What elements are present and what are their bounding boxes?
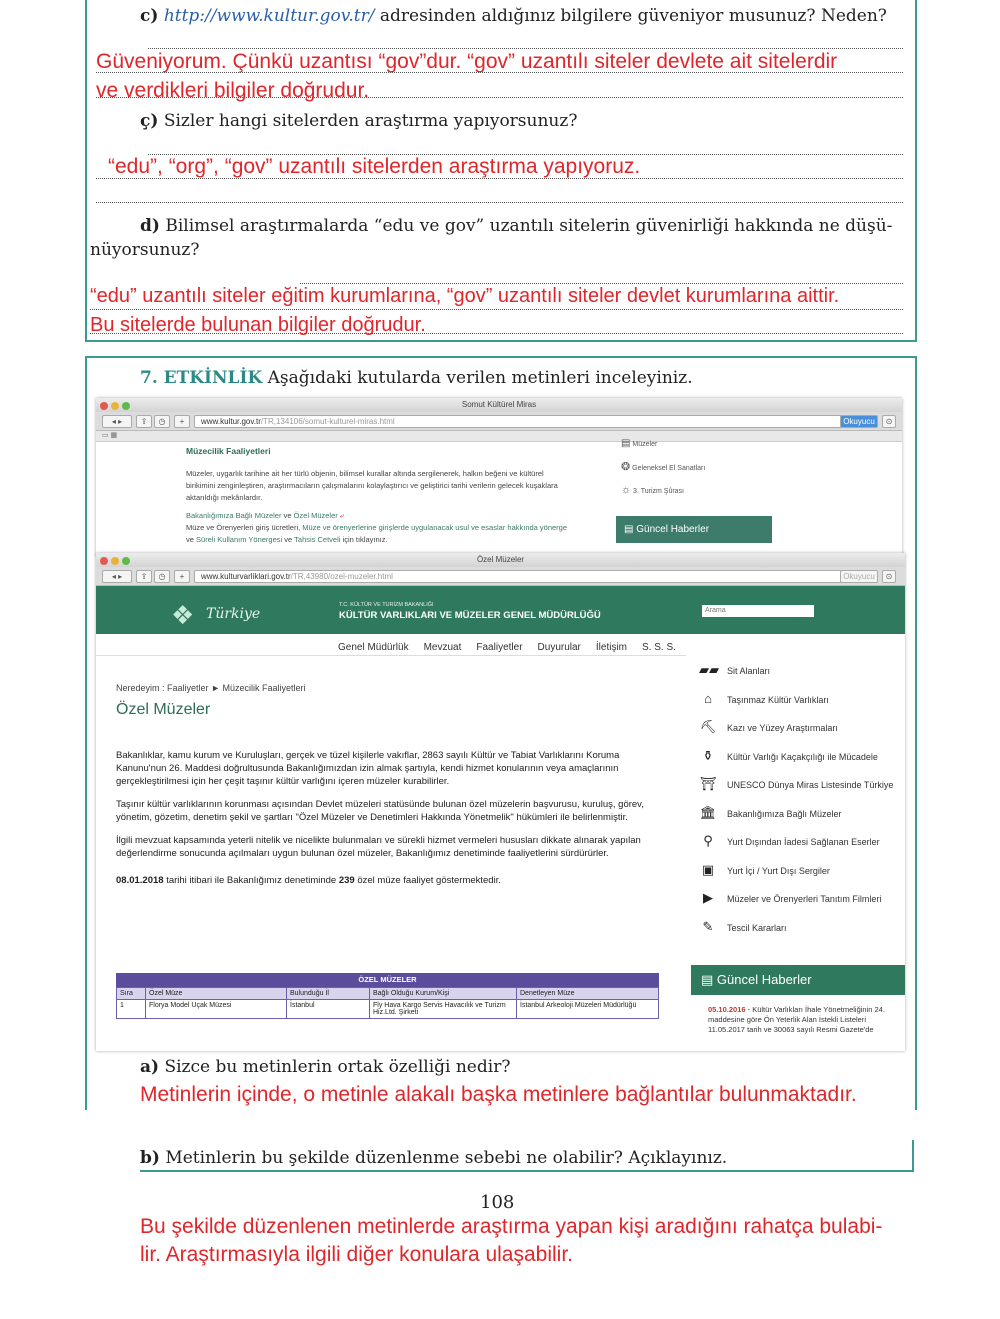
kultur-content bbox=[186, 446, 616, 546]
body-line: Müzeler, uygarlık tarihine ait her türlü objenin, bilimsel kurallar altında sergilenerek, halkın beğeni ve kültürel bbox=[186, 469, 544, 478]
question-b-text: Metinlerin bu şekilde düzenlenme sebebi ne olabilir? Açıklayınız. bbox=[165, 1148, 728, 1168]
answer-c-line1: Güveniyorum. Çünkü uzantısı “gov”dur. “gov” uzantılı siteler devlete ait sitelerdir bbox=[96, 50, 838, 73]
links-line-2 bbox=[186, 522, 616, 534]
sidebar-label: UNESCO Dünya Miras Listesinde Türkiye bbox=[727, 780, 894, 790]
sidebar-label: Sit Alanları bbox=[727, 666, 771, 676]
sidebar-label: Yurt Dışından İadesi Sağlanan Eserler bbox=[727, 837, 880, 847]
nav-iletisim[interactable]: İletişim bbox=[595, 642, 628, 653]
exhibition-icon: ▣ bbox=[701, 861, 715, 877]
breadcrumb-separator-icon: ► bbox=[211, 683, 220, 693]
paragraph-3: İlgili mevzuat kapsamında yeterli nitelik ve nicelikte bulunmaları ve sürekli hizmet vermeleri hususları dikkate alınarak yapılan değerlendirme sonucunda açılmaları uygun bulunan özel müzeler, Bakanlığımız denetiminde faaliyetlerini sürdürürler. bbox=[116, 835, 641, 859]
conjunction: ve bbox=[283, 511, 292, 520]
question-c-text: adresinden aldığınız bilgilere güveniyor musunuz? Neden? bbox=[379, 6, 887, 26]
paragraph-2: Taşınır kültür varlıklarının korunması açısından Devlet müzeleri statüsünde bulunan özel müzelerin başvurusu, kuruluş, görev, yönetim, gözetim, denetim şekil ve şartları "Özel Müzeler ve Denetimleri Hakkında Yönetmelik" hükümleri ile belirlenmiştir. bbox=[116, 799, 644, 823]
document-edit-icon: ✎ bbox=[702, 918, 714, 934]
directorate-name: KÜLTÜR VARLIKLARI VE MÜZELER GENEL MÜDÜRLÜĞÜ bbox=[339, 610, 601, 621]
nav-mevzuat[interactable]: Mevzuat bbox=[423, 642, 462, 653]
link-yonerge[interactable]: Müze ve örenyerlerine girişlerde uygulanacak usul ve esaslar hakkında yönerge bbox=[302, 523, 568, 532]
question-d-label: d) bbox=[140, 216, 160, 236]
browser-window-kultur bbox=[96, 398, 902, 556]
main-content bbox=[116, 683, 671, 897]
count-end: özel müze faaliyet göstermektedir. bbox=[357, 875, 501, 886]
reader-button[interactable]: Okuyucu bbox=[840, 415, 878, 428]
table-row bbox=[117, 1000, 659, 1019]
breadcrumb bbox=[116, 683, 671, 693]
breadcrumb-faaliyetler[interactable]: Faaliyetler bbox=[167, 683, 209, 693]
sidebar-label: Taşınmaz Kültür Varlıkları bbox=[727, 694, 829, 705]
frame-bottom-line bbox=[140, 1170, 914, 1172]
window-title: Somut Kültürel Miras bbox=[461, 400, 537, 409]
question-a-label: a) bbox=[140, 1057, 160, 1077]
table-header: Sıra bbox=[117, 988, 146, 1000]
new-tab-icon[interactable]: + bbox=[174, 570, 190, 583]
vase-icon: ⚲ bbox=[703, 833, 713, 848]
news-text: - Kültür Varlıkları İhale Yönetmeliğinin 24. maddesine göre Ön Yeterlik Alan İstekli Listeleri 11.05.2017 tarih ve 30063 sayılı Resmi Gazete'de bbox=[708, 1005, 885, 1034]
news-date: 05.10.2016 bbox=[708, 1005, 746, 1014]
table-header: Özel Müze bbox=[146, 988, 287, 1000]
building-icon: ⌂ bbox=[704, 690, 712, 706]
sidebar-label: Bakanlığımıza Bağlı Müzeler bbox=[727, 808, 842, 819]
news-header[interactable] bbox=[691, 965, 905, 995]
minimize-icon[interactable] bbox=[111, 402, 119, 410]
question-c-label: c) bbox=[140, 6, 159, 26]
answer-d-line1: “edu” uzantılı siteler eğitim kurumlarına, “gov” uzantılı siteler devlet kurumlarına aittir. bbox=[90, 285, 840, 307]
question-d-line1 bbox=[140, 216, 892, 236]
share-icon[interactable]: ⇪ bbox=[136, 570, 152, 583]
answer-b-line1: Bu şekilde düzenlenen metinlerde araştırma yapan kişi aradığını rahatça bulabi- bbox=[140, 1215, 883, 1238]
maximize-icon[interactable] bbox=[122, 557, 130, 565]
activity-heading bbox=[140, 368, 693, 388]
sidebar-label: Müzeler ve Örenyerleri Tanıtım Filmleri bbox=[727, 894, 882, 904]
answer-line bbox=[90, 333, 903, 334]
turkiye-logo-text: Türkiye bbox=[206, 606, 261, 622]
sun-icon: ☼ bbox=[621, 484, 632, 496]
window-titlebar bbox=[96, 398, 902, 412]
answer-line bbox=[300, 283, 903, 284]
activity-number: 7. ETKİNLİK bbox=[140, 368, 263, 388]
sidebar-item-el-sanatlari[interactable] bbox=[621, 460, 771, 484]
page-title: Özel Müzeler bbox=[116, 701, 211, 718]
private-museums-table bbox=[116, 973, 659, 1019]
answer-d-line2: Bu sitelerde bulunan bilgiler doğrudur. bbox=[90, 314, 426, 336]
address-bar[interactable] bbox=[194, 570, 842, 583]
link-tahsis-cetveli[interactable]: Tahsis Cetveli bbox=[294, 535, 341, 544]
breadcrumb-label: Neredeyim : bbox=[116, 683, 165, 693]
link-sureli-kullanim[interactable]: Süreli Kullanım Yönergesi bbox=[196, 535, 283, 544]
divider bbox=[96, 655, 686, 656]
question-d-text: Bilimsel araştırmalarda “edu ve gov” uzantılı sitelerin güvenirliği hakkında ne düşü- bbox=[165, 216, 893, 236]
question-d-line2: nüyorsunuz? bbox=[90, 240, 200, 260]
sidebar-item-unesco[interactable] bbox=[691, 775, 905, 804]
answer-line bbox=[96, 97, 903, 98]
minimize-icon[interactable] bbox=[111, 557, 119, 565]
url-path: /TR,43980/ozel-muzeler.html bbox=[290, 572, 393, 581]
close-icon[interactable] bbox=[100, 557, 108, 565]
sidebar-item-kazi[interactable] bbox=[691, 718, 905, 747]
sidebar-item-sit-alanlari[interactable] bbox=[691, 661, 905, 690]
sidebar-label: Tescil Kararları bbox=[727, 922, 787, 933]
artifact-icon: ⚱ bbox=[702, 747, 714, 763]
nav-sss[interactable]: S. S. S. bbox=[642, 642, 676, 653]
table-header: Bulunduğu İl bbox=[287, 988, 370, 1000]
sidebar-item-muzeler[interactable] bbox=[621, 438, 771, 460]
question-cc-text: Sizler hangi sitelerden araştırma yapıyorsunuz? bbox=[163, 111, 578, 131]
table-cell: Fly Hava Kargo Servis Havacılık ve Turizm Hiz.Ltd. Şirketi bbox=[370, 1000, 517, 1019]
site-nav bbox=[338, 637, 758, 655]
table-header: Denetleyen Müze bbox=[517, 988, 659, 1000]
links-line-1 bbox=[186, 510, 616, 522]
url-main: www.kultur.gov.tr bbox=[201, 417, 261, 426]
history-icon[interactable]: ◷ bbox=[154, 570, 170, 583]
address-bar[interactable] bbox=[194, 415, 842, 428]
sidebar-item-turizm-surasi[interactable] bbox=[621, 484, 771, 506]
link-bagli-muzeler[interactable]: Bakanlığımıza Bağlı Müzeler bbox=[186, 511, 282, 520]
link-ozel-muzeler[interactable]: Özel Müzeler bbox=[293, 511, 338, 520]
question-a-text: Sizce bu metinlerin ortak özelliği nedir? bbox=[164, 1057, 511, 1077]
window-title: Özel Müzeler bbox=[476, 555, 525, 564]
browser-toolbar bbox=[96, 567, 905, 586]
kv-sidebar bbox=[691, 661, 905, 946]
sidebar-item-bagli-muzeler[interactable] bbox=[691, 804, 905, 833]
question-cc bbox=[140, 111, 577, 131]
craft-icon: ❂ bbox=[621, 461, 631, 473]
table-header-row bbox=[117, 988, 659, 1000]
activity-instruction: Aşağıdaki kutularda verilen metinleri inceleyiniz. bbox=[267, 368, 693, 388]
line2-text: Müze ve Örenyerleri giriş ücretleri, bbox=[186, 523, 301, 532]
answer-line bbox=[96, 202, 903, 203]
page-number: 108 bbox=[480, 1192, 515, 1213]
answer-line bbox=[96, 72, 903, 73]
downloads-icon[interactable]: ⊙ bbox=[882, 570, 896, 583]
museum-count-line bbox=[116, 874, 671, 887]
sidebar-label: Yurt İçi / Yurt Dışı Sergiler bbox=[727, 865, 830, 876]
question-cc-label: ç) bbox=[140, 111, 159, 131]
new-tab-icon[interactable]: + bbox=[174, 415, 190, 428]
conjunction: ve bbox=[186, 535, 194, 544]
downloads-icon[interactable]: ⊙ bbox=[882, 415, 896, 428]
sidebar-label: Geleneksel El Sanatları bbox=[632, 465, 706, 472]
table-cell: Florya Model Uçak Müzesi bbox=[146, 1000, 287, 1019]
maximize-icon[interactable] bbox=[122, 402, 130, 410]
question-b bbox=[140, 1148, 727, 1168]
ministry-name: T.C. KÜLTÜR VE TURİZM BAKANLIĞI bbox=[339, 602, 434, 608]
close-icon[interactable] bbox=[100, 402, 108, 410]
answer-c-line2: ve verdikleri bilgiler doğrudur. bbox=[96, 79, 370, 102]
sidebar-item-sergiler[interactable] bbox=[691, 861, 905, 890]
answer-line bbox=[148, 48, 903, 49]
nav-faaliyetler[interactable]: Faaliyetler bbox=[476, 642, 523, 653]
section-title: Müzecilik Faaliyetleri bbox=[186, 446, 271, 456]
museum-count: 239 bbox=[338, 875, 355, 886]
sidebar-label: Müzeler bbox=[632, 441, 658, 448]
sidebar-label: 3. Turizm Şûrası bbox=[633, 488, 685, 495]
answer-b-line2: lir. Araştırmasıyla ilgili diğer konulara ulaşabilir. bbox=[140, 1243, 574, 1266]
back-forward-buttons[interactable]: ◂ ▸ bbox=[102, 570, 132, 583]
search-input[interactable] bbox=[702, 605, 814, 617]
table-cell: İstanbul Arkeoloji Müzeleri Müdürlüğü bbox=[517, 1000, 659, 1019]
window-titlebar bbox=[96, 553, 905, 567]
table-cell: 1 bbox=[117, 1000, 146, 1019]
data-table bbox=[116, 987, 659, 1019]
body-line: aktarıldığı mekânlardır. bbox=[186, 493, 263, 502]
breadcrumb-muzecilik[interactable]: Müzecilik Faaliyetleri bbox=[222, 683, 306, 693]
count-date: 08.01.2018 bbox=[116, 875, 164, 886]
news-icon: ▤ bbox=[701, 972, 714, 987]
nav-genel-mudurluk[interactable]: Genel Müdürlük bbox=[338, 642, 409, 653]
unesco-icon: ⛩ bbox=[699, 776, 717, 791]
history-icon[interactable]: ◷ bbox=[154, 415, 170, 428]
frame-bracket bbox=[912, 1140, 914, 1172]
red-arrow-icon: ⤶ bbox=[339, 511, 345, 520]
answer-cc: “edu”, “org”, “gov” uzantılı sitelerden araştırma yapıyoruz. bbox=[108, 155, 641, 178]
question-c bbox=[140, 6, 887, 26]
film-icon: ▶ bbox=[703, 890, 713, 905]
turkiye-logo-icon: ❖ bbox=[171, 600, 195, 630]
links-line-3 bbox=[186, 534, 616, 546]
reader-button[interactable]: Okuyucu bbox=[840, 570, 878, 583]
question-a bbox=[140, 1057, 510, 1077]
answer-a: Metinlerin içinde, o metinle alakalı başka metinlere bağlantılar bulunmaktadır. bbox=[140, 1083, 857, 1106]
news-header[interactable] bbox=[616, 516, 772, 543]
browser-window-kulturvarliklari bbox=[96, 553, 905, 1051]
table-header: Bağlı Olduğu Kurum/Kişi bbox=[370, 988, 517, 1000]
search-placeholder: Arama bbox=[705, 607, 726, 614]
museum-icon: ▤ bbox=[621, 438, 631, 449]
shovel-icon: ⛏ bbox=[699, 719, 717, 734]
line3-end: için tıklayınız. bbox=[342, 535, 388, 544]
conjunction: ve bbox=[284, 535, 293, 544]
sidebar-item-kacakcilik[interactable] bbox=[691, 747, 905, 776]
bookmarks-icon[interactable]: ▭ ▦ bbox=[102, 432, 118, 439]
site-header bbox=[96, 596, 905, 634]
sidebar-item-tasinmaz[interactable] bbox=[691, 690, 905, 719]
question-b-label: b) bbox=[140, 1148, 160, 1168]
news-label: Güncel Haberler bbox=[716, 972, 812, 987]
map-icon: ▰▰ bbox=[699, 662, 719, 677]
share-icon[interactable]: ⇪ bbox=[136, 415, 152, 428]
sidebar-item-iade[interactable] bbox=[691, 832, 905, 861]
sidebar-label: Kültür Varlığı Kaçakçılığı ile Mücadele bbox=[727, 751, 878, 762]
news-label: Güncel Haberler bbox=[636, 524, 710, 535]
question-c-url[interactable]: http://www.kultur.gov.tr/ bbox=[163, 6, 375, 26]
answer-line bbox=[96, 178, 903, 179]
news-icon: ▤ bbox=[624, 524, 634, 535]
body-line: birikimini zenginleştiren, araştırmacıların çalışmalarını kolaylaştırıcı ve geliştirici tarihi verilerin gelecek kuşaklara bbox=[186, 481, 558, 490]
sidebar-item-tescil[interactable] bbox=[691, 918, 905, 947]
sidebar-label: Kazı ve Yüzey Araştırmaları bbox=[727, 723, 838, 733]
paragraph-1: Bakanlıklar, kamu kurum ve Kuruluşları, gerçek ve tüzel kişilerle vakıflar, 2863 sayılı Kültür ve Tabiat Varlıklarını Koruma Kanunu'nun 26. Maddesi doğrultusunda Bakanlığımızdan izin almak şartıyla, kendi hizmet konularının veya amaçlarının gerçekleştirilmesi için her çeşit taşınır kültür varlığını içeren müzeler kurabilirler. bbox=[116, 750, 620, 787]
nav-duyurular[interactable]: Duyurular bbox=[537, 642, 581, 653]
url-path: /TR,134106/somut-kulturel-miras.html bbox=[260, 417, 395, 426]
table-cell: İstanbul bbox=[287, 1000, 370, 1019]
news-item[interactable] bbox=[708, 1005, 898, 1035]
url-main: www.kulturvarliklari.gov.tr bbox=[201, 572, 291, 581]
answer-line bbox=[90, 309, 903, 310]
table-caption: ÖZEL MÜZELER bbox=[116, 973, 659, 987]
bookmarks-bar bbox=[96, 431, 902, 442]
sidebar-item-filmler[interactable] bbox=[691, 889, 905, 918]
kultur-sidebar bbox=[621, 438, 771, 506]
count-text: tarihi itibari ile Bakanlığımız denetiminde bbox=[166, 875, 337, 886]
museum-icon: 🏛 bbox=[699, 804, 717, 820]
back-forward-buttons[interactable]: ◂ ▸ bbox=[102, 415, 132, 428]
browser-toolbar bbox=[96, 412, 902, 431]
